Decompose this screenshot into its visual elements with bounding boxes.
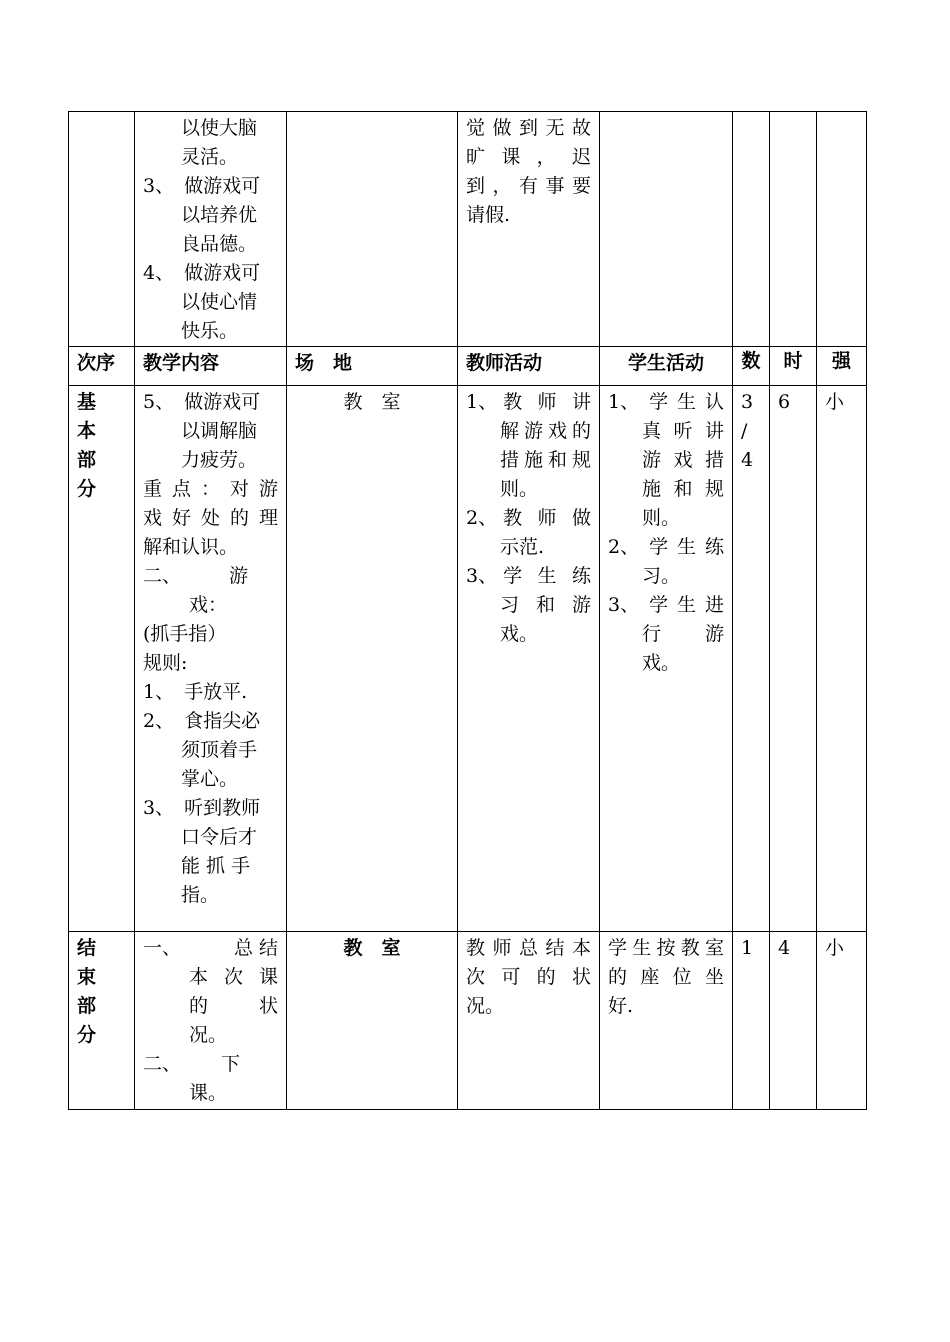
lesson-plan-table [68, 111, 867, 1110]
continuation-row [69, 112, 867, 347]
end-item-1 [143, 934, 278, 963]
item-text: 学生认 [649, 391, 724, 413]
item-number: 3、 [608, 594, 640, 616]
text-line: 学生按教室 [608, 937, 724, 959]
text-line: 觉做到无故 [466, 117, 591, 139]
cont-line: 快乐。 [181, 320, 239, 342]
teacher-item-1 [466, 388, 591, 417]
cont-student-cell [600, 112, 733, 347]
item-line: 戏。 [500, 623, 539, 645]
section-label-basic [69, 386, 135, 932]
item-text: 学生练 [649, 536, 724, 558]
cont-line: 以使大脑 [181, 117, 258, 139]
rule-2 [143, 707, 278, 736]
item-line: 措施和规 [500, 449, 591, 471]
section-char: 部 [77, 449, 97, 471]
item-text: 做游戏可 [184, 262, 261, 284]
header-order: 次序 [69, 347, 135, 386]
section-char: 基 [77, 391, 97, 413]
item-text: 学 生 练 [503, 565, 591, 587]
cont-place-cell [287, 112, 458, 347]
cont-content-cell [135, 112, 287, 347]
end-time-cell: 4 [770, 932, 817, 1110]
item-number: 一、 [143, 937, 182, 959]
header-intensity: 强 [817, 347, 867, 386]
item-line: 解游戏的 [500, 420, 591, 442]
item-line: 的 状 [189, 995, 278, 1017]
basic-intensity-cell: 小 [817, 386, 867, 932]
item-line: 戏： [189, 594, 228, 616]
item-number: 2、 [608, 536, 640, 558]
cont-line: 以使心情 [181, 291, 258, 313]
item-number: 3、 [143, 797, 175, 819]
item-text: 做游戏可 [184, 391, 261, 413]
section-char: 分 [77, 478, 97, 500]
text-line: 旷 课 ， 迟 [466, 146, 591, 168]
basic-section-row [69, 386, 867, 932]
text-line: 好. [608, 995, 634, 1017]
item-text: 游 [228, 565, 248, 587]
header-content: 教学内容 [135, 347, 287, 386]
cont-item-4 [143, 259, 278, 288]
section-char: 结 [77, 937, 97, 959]
game-name: (抓手指） [143, 623, 227, 645]
item-number: 3、 [466, 565, 498, 587]
item-line: 掌心。 [181, 768, 239, 790]
item-text: 教 师 做 [503, 507, 591, 529]
header-time: 时 [770, 347, 817, 386]
key-point-line: 重点：对游 [143, 478, 278, 500]
content-item-5 [143, 388, 278, 417]
section-char: 本 [77, 420, 97, 442]
header-student: 学生活动 [600, 347, 733, 386]
key-point-line: 解和认识。 [143, 536, 239, 558]
item-line: 真听讲 [642, 420, 724, 442]
item-number: 二、 [143, 565, 182, 587]
basic-time-cell: 6 [770, 386, 817, 932]
end-content-cell [135, 932, 287, 1110]
basic-teacher-cell [458, 386, 600, 932]
student-item-3 [608, 591, 724, 620]
count-part: 4 [741, 449, 754, 471]
basic-content-cell [135, 386, 287, 932]
item-line: 示范. [500, 536, 545, 558]
item-line: 况。 [189, 1024, 228, 1046]
text-line: 的 座 位 坐 [608, 966, 724, 988]
section-char: 束 [77, 966, 97, 988]
text-line: 到，有事要 [466, 175, 591, 197]
section-label-end [69, 932, 135, 1110]
end-teacher-cell [458, 932, 600, 1110]
item-text: 总 结 [233, 937, 278, 959]
item-text: 听到教师 [184, 797, 261, 819]
end-section-row [69, 932, 867, 1110]
cont-order-cell [69, 112, 135, 347]
section-char: 分 [77, 1024, 97, 1046]
text-line: 教师总结本 [466, 937, 591, 959]
section-char: 部 [77, 995, 97, 1017]
item-line: 能 抓 手 [181, 855, 251, 877]
cont-time-cell [770, 112, 817, 347]
item-line: 本 次 课 [189, 966, 278, 988]
end-student-cell [600, 932, 733, 1110]
item-line: 游戏措 [642, 449, 724, 471]
cont-intensity-cell [817, 112, 867, 347]
item-text: 下 [220, 1053, 240, 1075]
item-number: 2、 [143, 710, 175, 732]
game-heading [143, 562, 278, 591]
header-row [69, 347, 867, 386]
end-place-cell: 教 室 [287, 932, 458, 1110]
header-place: 场 地 [287, 347, 458, 386]
rules-label: 规则: [143, 652, 188, 674]
text-line: 次 可 的 状 [466, 966, 591, 988]
cont-line: 以培养优 [181, 204, 258, 226]
item-number: 3、 [143, 175, 175, 197]
item-line: 则。 [500, 478, 539, 500]
item-line: 课。 [189, 1082, 228, 1104]
end-item-2 [143, 1050, 278, 1079]
item-number: 1、 [466, 391, 498, 413]
item-line: 则。 [642, 507, 681, 529]
cont-item-3 [143, 172, 278, 201]
item-line: 口令后才 [181, 826, 258, 848]
count-part: 3 [741, 391, 754, 413]
item-number: 二、 [143, 1053, 182, 1075]
teacher-item-2 [466, 504, 591, 533]
end-intensity-cell: 小 [817, 932, 867, 1110]
header-teacher: 教师活动 [458, 347, 600, 386]
student-item-2 [608, 533, 724, 562]
item-number: 1、 [143, 681, 175, 703]
item-line: 习。 [642, 565, 681, 587]
student-item-1 [608, 388, 724, 417]
text-line: 况。 [466, 995, 505, 1017]
item-line: 力疲劳。 [181, 449, 258, 471]
basic-count-cell [733, 386, 770, 932]
basic-student-cell [600, 386, 733, 932]
rule-3 [143, 794, 278, 823]
item-text: 做游戏可 [184, 175, 261, 197]
count-part: / [741, 420, 748, 442]
item-line: 须顶着手 [181, 739, 258, 761]
item-number: 5、 [143, 391, 175, 413]
cont-teacher-cell [458, 112, 600, 347]
item-number: 2、 [466, 507, 498, 529]
item-text: 食指尖必 [184, 710, 261, 732]
item-number: 1、 [608, 391, 640, 413]
item-line: 施和规 [642, 478, 724, 500]
rule-1 [143, 678, 278, 707]
cont-line: 良品德。 [181, 233, 258, 255]
text-line: 请假. [466, 204, 511, 226]
cont-line: 灵活。 [181, 146, 239, 168]
item-number: 4、 [143, 262, 175, 284]
basic-place-cell: 教 室 [287, 386, 458, 932]
item-text: 教 师 讲 [503, 391, 591, 413]
key-point-line: 戏好处的理 [143, 507, 278, 529]
header-count: 数 [733, 347, 770, 386]
item-line: 以调解脑 [181, 420, 258, 442]
item-line: 习 和 游 [500, 594, 591, 616]
item-text: 学生进 [649, 594, 724, 616]
item-line: 指。 [181, 884, 220, 906]
teacher-item-3 [466, 562, 591, 591]
item-line: 戏。 [642, 652, 681, 674]
item-line: 行 游 [642, 623, 724, 645]
cont-count-cell [733, 112, 770, 347]
end-count-cell: 1 [733, 932, 770, 1110]
item-text: 手放平. [184, 681, 248, 703]
